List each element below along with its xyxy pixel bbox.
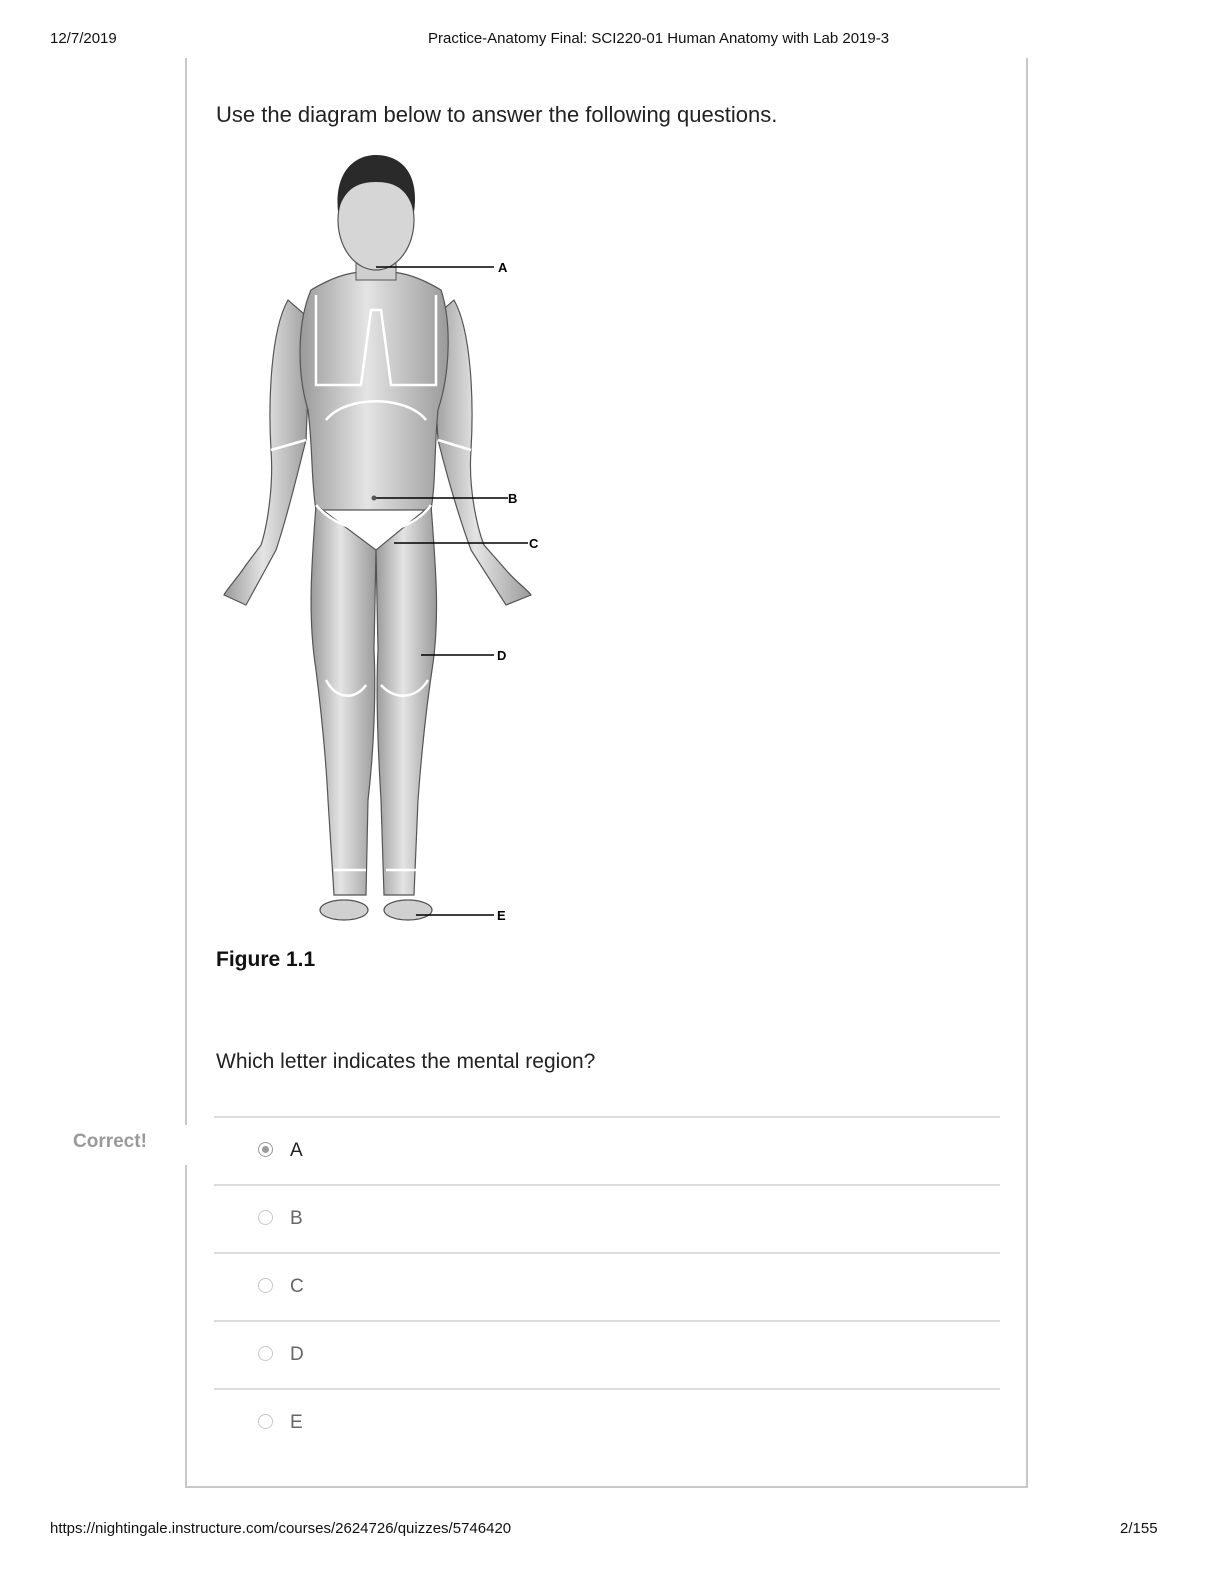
- page-footer-url: https://nightingale.instructure.com/courses/2624726/quizzes/5746420: [50, 1520, 512, 1537]
- answer-option-e[interactable]: [214, 1388, 1000, 1456]
- page-header-title: Practice-Anatomy Final: SCI220-01 Human Anatomy with Lab 2019-3: [428, 30, 890, 47]
- left-leg: [311, 505, 376, 895]
- page-header-date: 12/7/2019: [50, 30, 117, 47]
- radio-button[interactable]: [258, 1414, 273, 1429]
- right-leg: [376, 505, 437, 895]
- anatomy-figure: [216, 150, 546, 930]
- right-foot: [384, 900, 432, 920]
- figure-caption: Figure 1.1: [216, 948, 316, 971]
- figure-label-e: E: [497, 908, 506, 923]
- torso: [300, 272, 448, 510]
- figure-label-c: C: [529, 536, 539, 551]
- radio-button[interactable]: [258, 1142, 273, 1157]
- answer-label: B: [290, 1208, 303, 1229]
- answer-label: A: [290, 1140, 303, 1161]
- answer-option-a[interactable]: [214, 1116, 1000, 1184]
- correct-label: Correct!: [73, 1131, 147, 1152]
- answer-label: D: [290, 1344, 304, 1365]
- left-foot: [320, 900, 368, 920]
- radio-button[interactable]: [258, 1210, 273, 1225]
- answer-list: [214, 1116, 1000, 1456]
- radio-button[interactable]: [258, 1278, 273, 1293]
- figure-label-b: B: [508, 491, 518, 506]
- answer-label: E: [290, 1412, 303, 1433]
- figure-label-d: D: [497, 648, 507, 663]
- page-footer-number: 2/155: [1120, 1520, 1158, 1537]
- radio-button[interactable]: [258, 1346, 273, 1361]
- answer-option-b[interactable]: [214, 1184, 1000, 1252]
- figure-label-a: A: [498, 260, 508, 275]
- left-arm: [224, 300, 311, 605]
- answer-label: C: [290, 1276, 304, 1297]
- card-border-gap: [180, 1125, 190, 1165]
- answer-option-d[interactable]: [214, 1320, 1000, 1388]
- answer-option-c[interactable]: [214, 1252, 1000, 1320]
- question-intro: Use the diagram below to answer the following questions.: [216, 102, 778, 127]
- question-prompt: Which letter indicates the mental region?: [216, 1050, 596, 1073]
